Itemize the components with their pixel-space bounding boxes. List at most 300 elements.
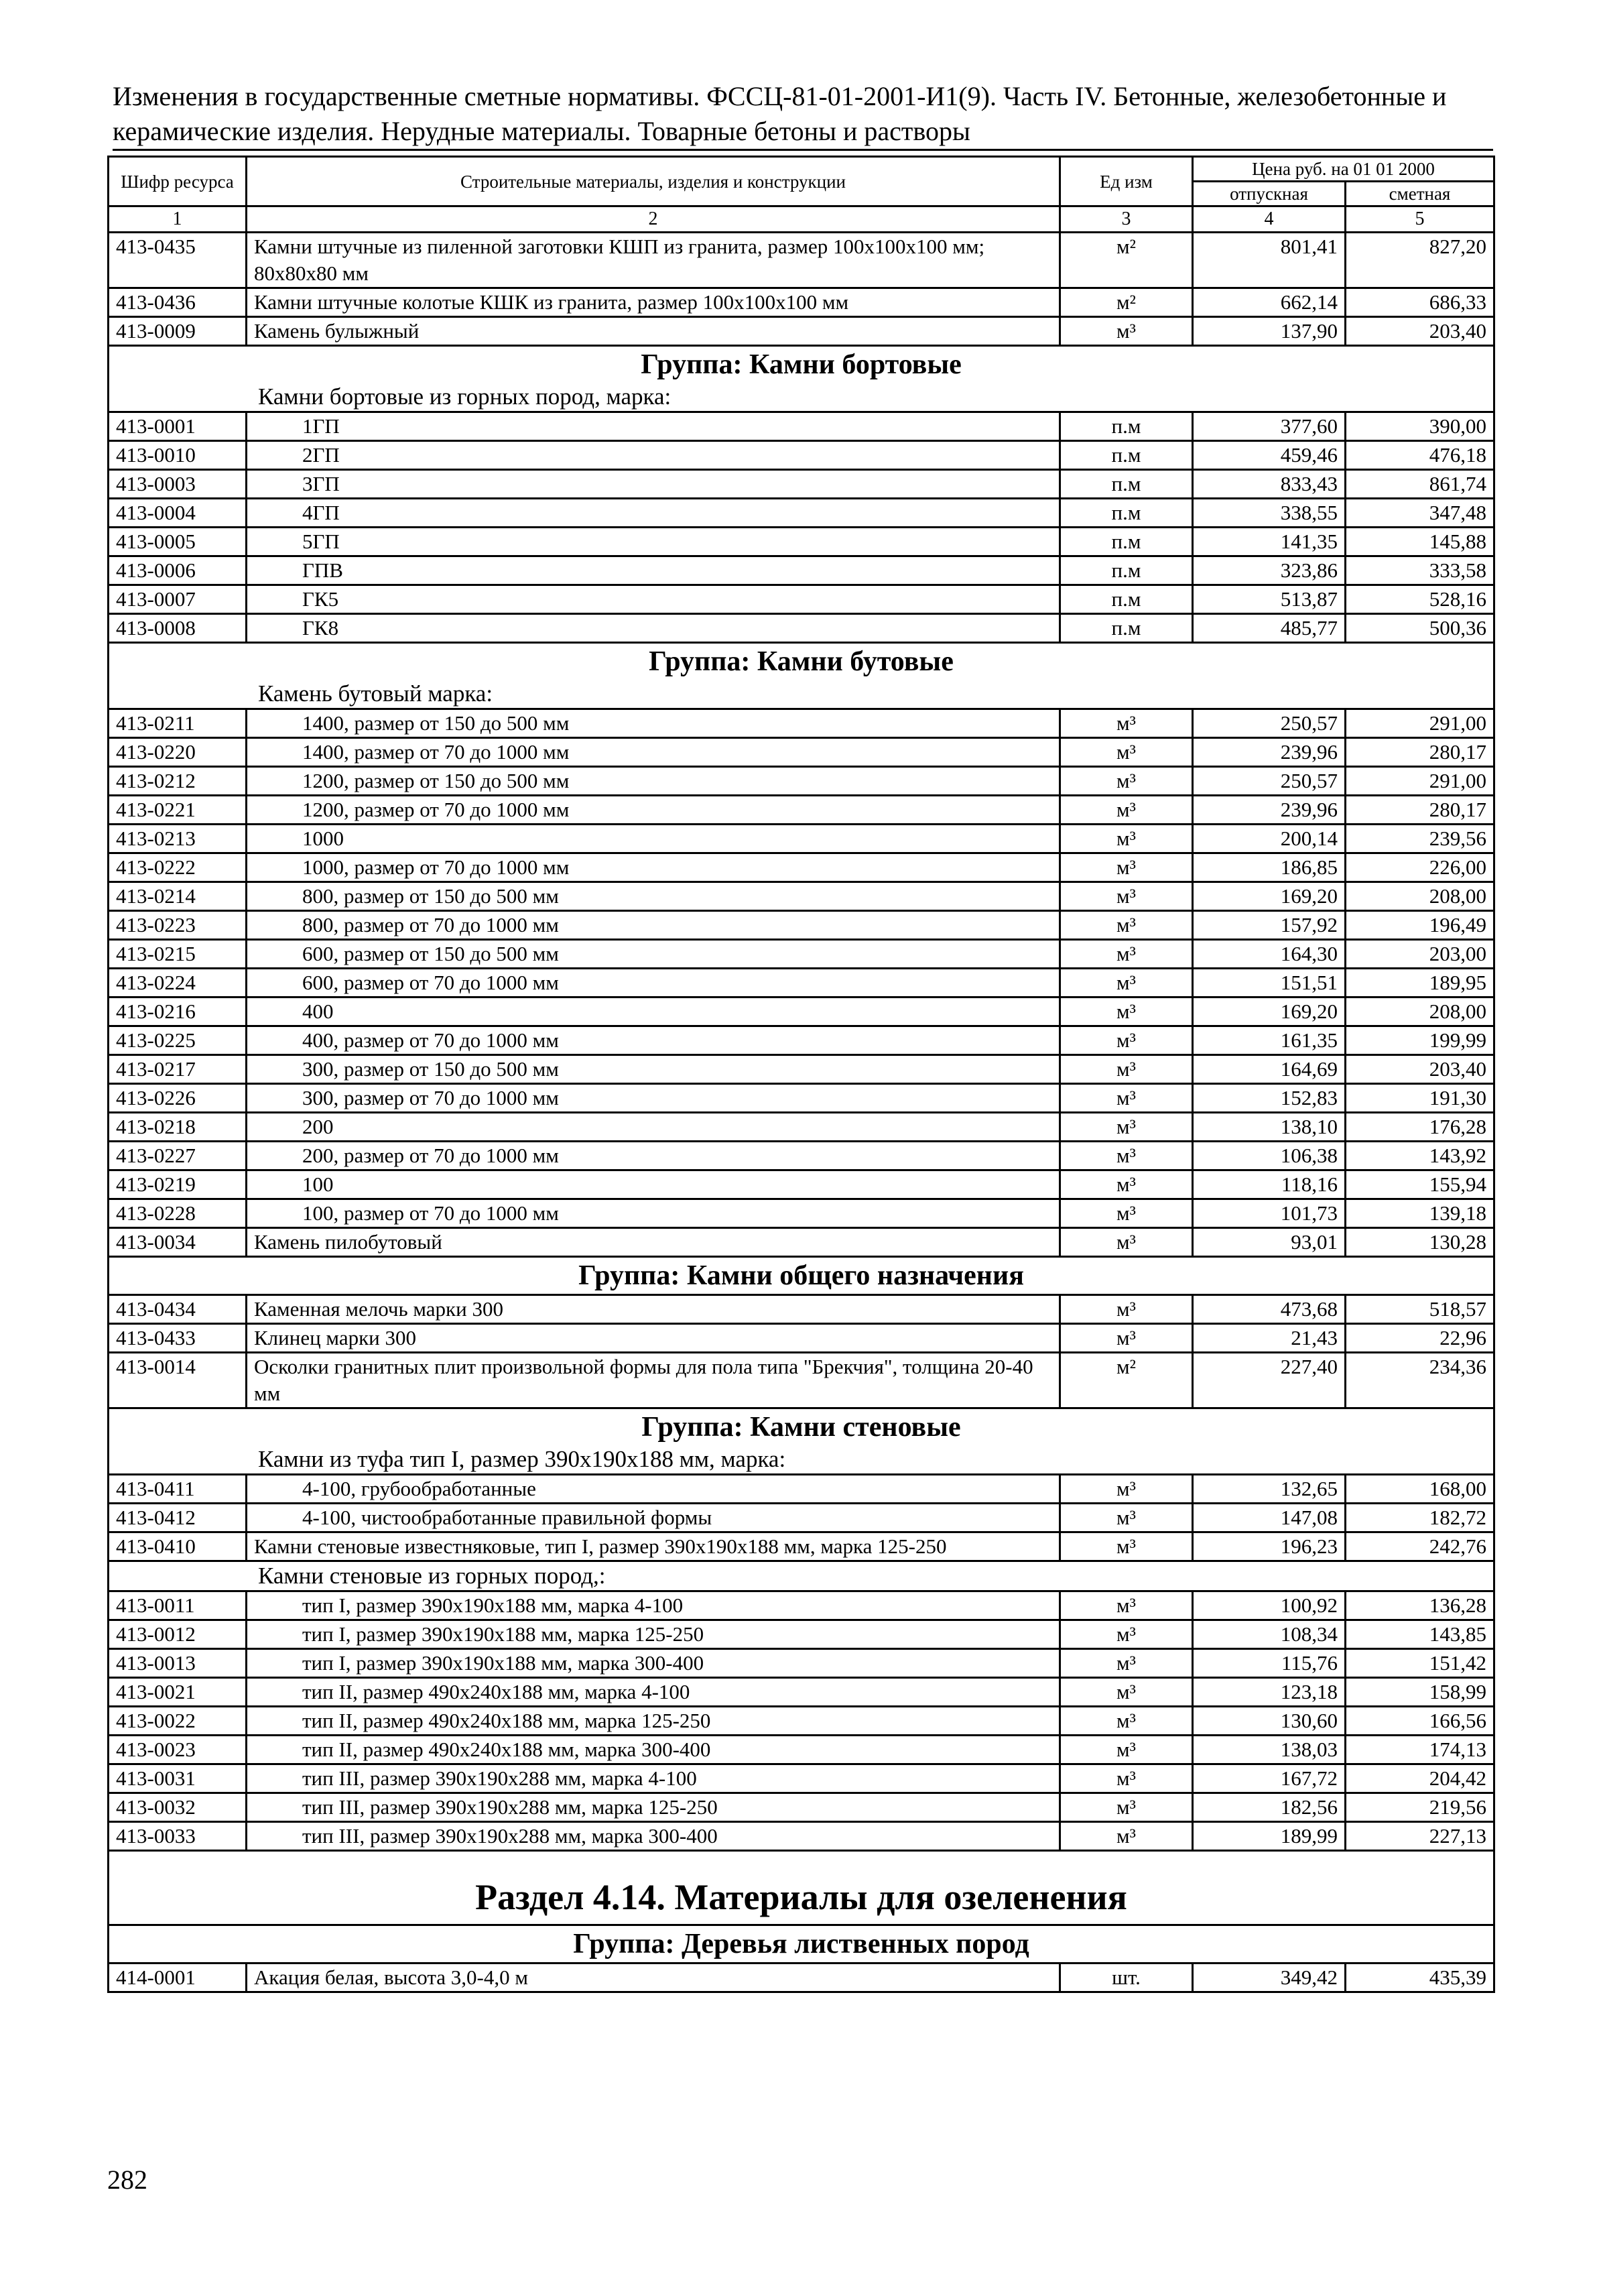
cell-release-price: 196,23 [1193, 1532, 1346, 1561]
cell-code: 414-0001 [109, 1963, 247, 1992]
page-header [113, 79, 1493, 149]
cell-name: тип II, размер 490х240х188 мм, марка 300-400 [247, 1736, 1060, 1764]
cell-name: Осколки гранитных плит произвольной формы для пола типа "Брекчия", толщина 20-40 мм [247, 1353, 1060, 1408]
cell-release-price: 833,43 [1193, 470, 1346, 499]
cell-name: 4-100, чистообработанные правильной формы [247, 1504, 1060, 1532]
cell-estimate-price: 291,00 [1346, 767, 1494, 796]
cell-estimate-price: 219,56 [1346, 1793, 1494, 1822]
group-heading: Группа: Деревья лиственных пород [109, 1925, 1494, 1963]
cell-name: Камень пилобутовый [247, 1228, 1060, 1257]
table-row [109, 1591, 1494, 1620]
table-row [109, 1736, 1494, 1764]
cell-release-price: 108,34 [1193, 1620, 1346, 1649]
cell-release-price: 164,30 [1193, 940, 1346, 969]
col-header-price: Цена руб. на 01 01 2000 [1193, 157, 1494, 182]
cell-code: 413-0215 [109, 940, 247, 969]
table-row [109, 1324, 1494, 1353]
cell-release-price: 138,03 [1193, 1736, 1346, 1764]
cell-name: 100, размер от 70 до 1000 мм [247, 1199, 1060, 1228]
cell-code: 413-0433 [109, 1324, 247, 1353]
cell-unit: м² [1060, 288, 1193, 317]
cell-name: 1000, размер от 70 до 1000 мм [247, 853, 1060, 882]
cell-estimate-price: 239,56 [1346, 825, 1494, 853]
cell-name: ГК8 [247, 614, 1060, 643]
cell-code: 413-0013 [109, 1649, 247, 1678]
header-line-1: Изменения в государственные сметные нормативы. ФССЦ-81-01-2001-И1(9). Часть IV. Бетонные, железобетонные и [113, 81, 1447, 111]
cell-code: 413-0212 [109, 767, 247, 796]
table-row [109, 1026, 1494, 1055]
cell-unit: м³ [1060, 796, 1193, 825]
cell-code: 413-0217 [109, 1055, 247, 1084]
cell-name: 800, размер от 70 до 1000 мм [247, 911, 1060, 940]
cell-unit: м³ [1060, 1199, 1193, 1228]
cell-code: 413-0436 [109, 288, 247, 317]
cell-unit: п.м [1060, 412, 1193, 441]
cell-release-price: 239,96 [1193, 796, 1346, 825]
cell-release-price: 250,57 [1193, 767, 1346, 796]
cell-release-price: 164,69 [1193, 1055, 1346, 1084]
cell-code: 413-0034 [109, 1228, 247, 1257]
cell-name: 4ГП [247, 499, 1060, 528]
cell-unit: п.м [1060, 585, 1193, 614]
table-row [109, 528, 1494, 556]
cell-release-price: 115,76 [1193, 1649, 1346, 1678]
col-header-release: отпускная [1193, 182, 1346, 206]
cell-code: 413-0411 [109, 1475, 247, 1504]
group-heading: Группа: Камни общего назначения [109, 1257, 1494, 1295]
cell-name: 400 [247, 998, 1060, 1026]
cell-release-price: 473,68 [1193, 1295, 1346, 1324]
cell-release-price: 106,38 [1193, 1142, 1346, 1170]
cell-name: тип II, размер 490х240х188 мм, марка 125-250 [247, 1707, 1060, 1736]
cell-name: Камень булыжный [247, 317, 1060, 346]
cell-unit: п.м [1060, 556, 1193, 585]
cell-code: 413-0031 [109, 1764, 247, 1793]
table-row [109, 556, 1494, 585]
cell-estimate-price: 174,13 [1346, 1736, 1494, 1764]
subgroup-heading: Камни бортовые из горных пород, марка: [109, 383, 1494, 412]
group-heading: Группа: Камни бутовые [109, 643, 1494, 680]
col-number-1: 1 [109, 206, 247, 233]
cell-estimate-price: 166,56 [1346, 1707, 1494, 1736]
col-header-name: Строительные материалы, изделия и конструкции [247, 157, 1060, 206]
cell-release-price: 801,41 [1193, 233, 1346, 288]
cell-name: 300, размер от 70 до 1000 мм [247, 1084, 1060, 1113]
col-number-4: 4 [1193, 206, 1346, 233]
cell-estimate-price: 476,18 [1346, 441, 1494, 470]
cell-estimate-price: 227,13 [1346, 1822, 1494, 1851]
cell-code: 413-0033 [109, 1822, 247, 1851]
cell-unit: м³ [1060, 1707, 1193, 1736]
cell-unit: м³ [1060, 1026, 1193, 1055]
group-heading-row [109, 346, 1494, 383]
subgroup-heading: Камень бутовый марка: [109, 680, 1494, 709]
cell-estimate-price: 196,49 [1346, 911, 1494, 940]
cell-unit: п.м [1060, 528, 1193, 556]
cell-name: ГПВ [247, 556, 1060, 585]
section-heading-row [109, 1851, 1494, 1925]
table-row [109, 1707, 1494, 1736]
cell-unit: м³ [1060, 1532, 1193, 1561]
cell-code: 413-0410 [109, 1532, 247, 1561]
cell-estimate-price: 208,00 [1346, 998, 1494, 1026]
table-row [109, 614, 1494, 643]
cell-release-price: 169,20 [1193, 882, 1346, 911]
cell-release-price: 101,73 [1193, 1199, 1346, 1228]
col-header-estimate: сметная [1346, 182, 1494, 206]
cell-unit: п.м [1060, 499, 1193, 528]
table-row [109, 1142, 1494, 1170]
cell-estimate-price: 686,33 [1346, 288, 1494, 317]
cell-release-price: 161,35 [1193, 1026, 1346, 1055]
cell-unit: м³ [1060, 998, 1193, 1026]
cell-name: Акация белая, высота 3,0-4,0 м [247, 1963, 1060, 1992]
col-header-code: Шифр ресурса [109, 157, 247, 206]
cell-code: 413-0221 [109, 796, 247, 825]
cell-code: 413-0222 [109, 853, 247, 882]
group-heading: Группа: Камни стеновые [109, 1408, 1494, 1446]
cell-release-price: 152,83 [1193, 1084, 1346, 1113]
table-row [109, 1532, 1494, 1561]
table-row [109, 940, 1494, 969]
subgroup-heading-row [109, 1445, 1494, 1475]
cell-code: 413-0003 [109, 470, 247, 499]
cell-release-price: 93,01 [1193, 1228, 1346, 1257]
header-line-2: керамические изделия. Нерудные материалы. Товарные бетоны и растворы [113, 116, 970, 146]
table-row [109, 499, 1494, 528]
table-row [109, 412, 1494, 441]
cell-release-price: 157,92 [1193, 911, 1346, 940]
cell-code: 413-0224 [109, 969, 247, 998]
cell-unit: п.м [1060, 470, 1193, 499]
cell-release-price: 169,20 [1193, 998, 1346, 1026]
cell-release-price: 250,57 [1193, 709, 1346, 738]
cell-unit: м³ [1060, 1649, 1193, 1678]
cell-estimate-price: 158,99 [1346, 1678, 1494, 1707]
cell-unit: м³ [1060, 738, 1193, 767]
cell-unit: м³ [1060, 853, 1193, 882]
cell-name: тип II, размер 490х240х188 мм, марка 4-100 [247, 1678, 1060, 1707]
table-row [109, 1084, 1494, 1113]
table-header-row [109, 157, 1494, 182]
cell-release-price: 485,77 [1193, 614, 1346, 643]
cell-estimate-price: 203,40 [1346, 317, 1494, 346]
cell-code: 413-0014 [109, 1353, 247, 1408]
cell-estimate-price: 143,85 [1346, 1620, 1494, 1649]
cell-release-price: 186,85 [1193, 853, 1346, 882]
cell-unit: м³ [1060, 825, 1193, 853]
cell-estimate-price: 528,16 [1346, 585, 1494, 614]
cell-code: 413-0213 [109, 825, 247, 853]
cell-name: 1200, размер от 150 до 500 мм [247, 767, 1060, 796]
cell-name: Клинец марки 300 [247, 1324, 1060, 1353]
table-row [109, 1963, 1494, 1992]
cell-unit: м³ [1060, 1228, 1193, 1257]
cell-estimate-price: 139,18 [1346, 1199, 1494, 1228]
cell-unit: м³ [1060, 911, 1193, 940]
cell-code: 413-0412 [109, 1504, 247, 1532]
cell-unit: м³ [1060, 767, 1193, 796]
cell-estimate-price: 143,92 [1346, 1142, 1494, 1170]
col-header-unit: Ед изм [1060, 157, 1193, 206]
table-row [109, 1475, 1494, 1504]
cell-estimate-price: 151,42 [1346, 1649, 1494, 1678]
cell-code: 413-0012 [109, 1620, 247, 1649]
cell-unit: п.м [1060, 614, 1193, 643]
cell-name: 200, размер от 70 до 1000 мм [247, 1142, 1060, 1170]
cell-estimate-price: 861,74 [1346, 470, 1494, 499]
subgroup-heading-row [109, 680, 1494, 709]
table-row [109, 882, 1494, 911]
cell-estimate-price: 280,17 [1346, 796, 1494, 825]
table-row [109, 767, 1494, 796]
cell-code: 413-0225 [109, 1026, 247, 1055]
subgroup-heading-row [109, 383, 1494, 412]
cell-unit: м³ [1060, 969, 1193, 998]
cell-name: тип I, размер 390х190х188 мм, марка 125-250 [247, 1620, 1060, 1649]
cell-name: тип III, размер 390х190х288 мм, марка 300-400 [247, 1822, 1060, 1851]
col-number-2: 2 [247, 206, 1060, 233]
group-heading: Группа: Камни бортовые [109, 346, 1494, 383]
cell-name: Камни стеновые известняковые, тип I, размер 390х190х188 мм, марка 125-250 [247, 1532, 1060, 1561]
cell-unit: м³ [1060, 1504, 1193, 1532]
cell-name: 600, размер от 70 до 1000 мм [247, 969, 1060, 998]
cell-estimate-price: 189,95 [1346, 969, 1494, 998]
cell-release-price: 377,60 [1193, 412, 1346, 441]
subgroup-heading: Камни из туфа тип I, размер 390х190х188 мм, марка: [109, 1445, 1494, 1475]
table-row [109, 317, 1494, 346]
section-heading: Раздел 4.14. Материалы для озеленения [109, 1851, 1494, 1925]
table-row [109, 233, 1494, 288]
cell-unit: м³ [1060, 1678, 1193, 1707]
header-rule [113, 149, 1493, 151]
cell-release-price: 147,08 [1193, 1504, 1346, 1532]
cell-code: 413-0008 [109, 614, 247, 643]
table-row [109, 796, 1494, 825]
cell-estimate-price: 390,00 [1346, 412, 1494, 441]
cell-estimate-price: 203,00 [1346, 940, 1494, 969]
table-row [109, 1228, 1494, 1257]
cell-estimate-price: 500,36 [1346, 614, 1494, 643]
subgroup-heading: Камни стеновые из горных пород,: [109, 1561, 1494, 1591]
cell-release-price: 100,92 [1193, 1591, 1346, 1620]
cell-estimate-price: 130,28 [1346, 1228, 1494, 1257]
cell-name: 200 [247, 1113, 1060, 1142]
table-row [109, 969, 1494, 998]
table-row [109, 709, 1494, 738]
cell-unit: м³ [1060, 1170, 1193, 1199]
cell-release-price: 189,99 [1193, 1822, 1346, 1851]
cell-release-price: 459,46 [1193, 441, 1346, 470]
cell-name: Камни штучные колотые КШК из гранита, размер 100х100х100 мм [247, 288, 1060, 317]
cell-unit: м³ [1060, 1055, 1193, 1084]
cell-name: 100 [247, 1170, 1060, 1199]
cell-unit: м³ [1060, 1142, 1193, 1170]
cell-code: 413-0211 [109, 709, 247, 738]
cell-code: 413-0022 [109, 1707, 247, 1736]
cell-name: Камни штучные из пиленной заготовки КШП из гранита, размер 100х100х100 мм; 80х80х80 мм [247, 233, 1060, 288]
cell-release-price: 130,60 [1193, 1707, 1346, 1736]
cell-release-price: 338,55 [1193, 499, 1346, 528]
cell-name: 4-100, грубообработанные [247, 1475, 1060, 1504]
cell-release-price: 323,86 [1193, 556, 1346, 585]
cell-estimate-price: 203,40 [1346, 1055, 1494, 1084]
table-row [109, 825, 1494, 853]
cell-estimate-price: 155,94 [1346, 1170, 1494, 1199]
cell-unit: м³ [1060, 1822, 1193, 1851]
cell-code: 413-0011 [109, 1591, 247, 1620]
cell-unit: м² [1060, 1353, 1193, 1408]
cell-unit: м³ [1060, 1113, 1193, 1142]
cell-code: 413-0435 [109, 233, 247, 288]
table-row [109, 1199, 1494, 1228]
cell-code: 413-0032 [109, 1793, 247, 1822]
cell-unit: м³ [1060, 1793, 1193, 1822]
table-row [109, 1678, 1494, 1707]
cell-estimate-price: 145,88 [1346, 528, 1494, 556]
table-row [109, 1504, 1494, 1532]
cell-unit: м³ [1060, 882, 1193, 911]
subgroup-heading-row [109, 1561, 1494, 1591]
table-row [109, 738, 1494, 767]
cell-estimate-price: 435,39 [1346, 1963, 1494, 1992]
cell-release-price: 132,65 [1193, 1475, 1346, 1504]
cell-estimate-price: 291,00 [1346, 709, 1494, 738]
table-row [109, 1170, 1494, 1199]
cell-release-price: 151,51 [1193, 969, 1346, 998]
cell-estimate-price: 136,28 [1346, 1591, 1494, 1620]
table-row [109, 441, 1494, 470]
price-table-body [109, 157, 1494, 1992]
cell-code: 413-0021 [109, 1678, 247, 1707]
cell-name: тип III, размер 390х190х288 мм, марка 125-250 [247, 1793, 1060, 1822]
cell-estimate-price: 226,00 [1346, 853, 1494, 882]
cell-estimate-price: 242,76 [1346, 1532, 1494, 1561]
cell-code: 413-0220 [109, 738, 247, 767]
cell-code: 413-0228 [109, 1199, 247, 1228]
cell-estimate-price: 22,96 [1346, 1324, 1494, 1353]
cell-unit: м³ [1060, 1295, 1193, 1324]
cell-code: 413-0216 [109, 998, 247, 1026]
cell-unit: м³ [1060, 317, 1193, 346]
cell-unit: м³ [1060, 709, 1193, 738]
table-row [109, 1620, 1494, 1649]
cell-unit: м² [1060, 233, 1193, 288]
cell-name: 600, размер от 150 до 500 мм [247, 940, 1060, 969]
cell-code: 413-0214 [109, 882, 247, 911]
cell-name: тип III, размер 390х190х288 мм, марка 4-100 [247, 1764, 1060, 1793]
col-number-5: 5 [1346, 206, 1494, 233]
cell-name: 1400, размер от 70 до 1000 мм [247, 738, 1060, 767]
cell-code: 413-0010 [109, 441, 247, 470]
cell-name: 1200, размер от 70 до 1000 мм [247, 796, 1060, 825]
table-row [109, 853, 1494, 882]
cell-unit: п.м [1060, 441, 1193, 470]
cell-release-price: 21,43 [1193, 1324, 1346, 1353]
cell-name: тип I, размер 390х190х188 мм, марка 4-100 [247, 1591, 1060, 1620]
cell-name: ГК5 [247, 585, 1060, 614]
cell-code: 413-0226 [109, 1084, 247, 1113]
cell-code: 413-0434 [109, 1295, 247, 1324]
cell-unit: м³ [1060, 1475, 1193, 1504]
cell-unit: м³ [1060, 1084, 1193, 1113]
cell-code: 413-0004 [109, 499, 247, 528]
cell-estimate-price: 827,20 [1346, 233, 1494, 288]
table-row [109, 1793, 1494, 1822]
group-heading-row [109, 643, 1494, 680]
cell-unit: шт. [1060, 1963, 1193, 1992]
cell-code: 413-0223 [109, 911, 247, 940]
cell-unit: м³ [1060, 1324, 1193, 1353]
cell-name: 300, размер от 150 до 500 мм [247, 1055, 1060, 1084]
cell-code: 413-0007 [109, 585, 247, 614]
cell-release-price: 200,14 [1193, 825, 1346, 853]
cell-estimate-price: 168,00 [1346, 1475, 1494, 1504]
cell-estimate-price: 333,58 [1346, 556, 1494, 585]
cell-release-price: 239,96 [1193, 738, 1346, 767]
cell-estimate-price: 280,17 [1346, 738, 1494, 767]
table-row [109, 1649, 1494, 1678]
table-row [109, 1113, 1494, 1142]
column-numbers-row [109, 206, 1494, 233]
cell-release-price: 141,35 [1193, 528, 1346, 556]
cell-name: 3ГП [247, 470, 1060, 499]
cell-release-price: 513,87 [1193, 585, 1346, 614]
cell-code: 413-0006 [109, 556, 247, 585]
page-number: 282 [107, 2165, 147, 2195]
cell-release-price: 662,14 [1193, 288, 1346, 317]
cell-estimate-price: 208,00 [1346, 882, 1494, 911]
cell-release-price: 118,16 [1193, 1170, 1346, 1199]
col-number-3: 3 [1060, 206, 1193, 233]
table-row [109, 1822, 1494, 1851]
cell-name: 1ГП [247, 412, 1060, 441]
group-heading-row [109, 1925, 1494, 1963]
cell-unit: м³ [1060, 1764, 1193, 1793]
cell-code: 413-0001 [109, 412, 247, 441]
cell-estimate-price: 347,48 [1346, 499, 1494, 528]
cell-code: 413-0005 [109, 528, 247, 556]
cell-release-price: 227,40 [1193, 1353, 1346, 1408]
cell-unit: м³ [1060, 1736, 1193, 1764]
group-heading-row [109, 1408, 1494, 1446]
cell-estimate-price: 518,57 [1346, 1295, 1494, 1324]
cell-estimate-price: 204,42 [1346, 1764, 1494, 1793]
cell-name: 1000 [247, 825, 1060, 853]
cell-name: 2ГП [247, 441, 1060, 470]
price-table [107, 156, 1495, 1993]
cell-release-price: 137,90 [1193, 317, 1346, 346]
table-row [109, 585, 1494, 614]
cell-release-price: 123,18 [1193, 1678, 1346, 1707]
cell-estimate-price: 191,30 [1346, 1084, 1494, 1113]
cell-code: 413-0009 [109, 317, 247, 346]
table-row [109, 1764, 1494, 1793]
cell-estimate-price: 199,99 [1346, 1026, 1494, 1055]
cell-release-price: 138,10 [1193, 1113, 1346, 1142]
table-row [109, 1353, 1494, 1408]
cell-name: Каменная мелочь марки 300 [247, 1295, 1060, 1324]
cell-code: 413-0219 [109, 1170, 247, 1199]
cell-estimate-price: 234,36 [1346, 1353, 1494, 1408]
table-row [109, 1295, 1494, 1324]
cell-estimate-price: 176,28 [1346, 1113, 1494, 1142]
table-row [109, 288, 1494, 317]
cell-name: тип I, размер 390х190х188 мм, марка 300-400 [247, 1649, 1060, 1678]
cell-release-price: 182,56 [1193, 1793, 1346, 1822]
cell-name: 1400, размер от 150 до 500 мм [247, 709, 1060, 738]
cell-unit: м³ [1060, 1591, 1193, 1620]
